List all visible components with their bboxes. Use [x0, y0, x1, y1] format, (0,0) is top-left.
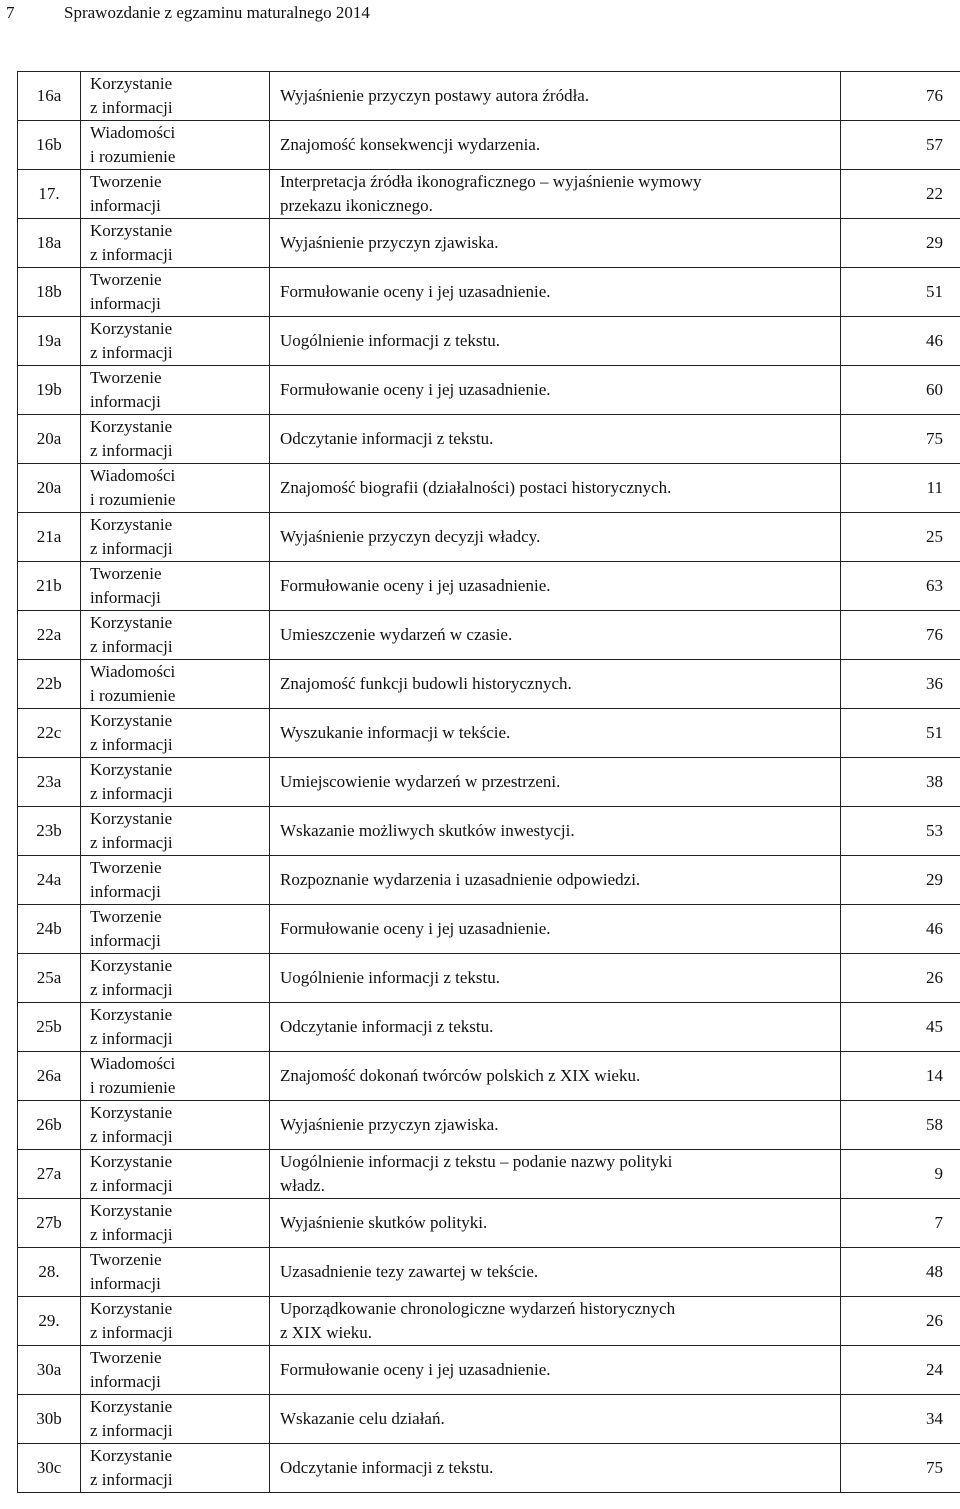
skill-area-cell	[81, 464, 270, 513]
ease-index-cell: 38	[841, 758, 960, 807]
skill-description-line: Formułowanie oceny i jej uzasadnienie.	[280, 1360, 551, 1379]
task-number-cell: 29.	[18, 1297, 81, 1346]
task-number-cell: 24b	[18, 905, 81, 954]
skill-area-cell	[81, 1395, 270, 1444]
skill-area-line: z informacji	[90, 1470, 173, 1489]
skill-description-cell	[270, 1101, 841, 1150]
skill-area-line: z informacji	[90, 637, 173, 656]
ease-index-cell: 36	[841, 660, 960, 709]
skill-description-cell	[270, 1003, 841, 1052]
ease-index-cell: 53	[841, 807, 960, 856]
skill-area-cell	[81, 562, 270, 611]
task-number-cell: 24a	[18, 856, 81, 905]
page-title: Sprawozdanie z egzaminu maturalnego 2014	[64, 3, 370, 22]
task-number-cell: 30c	[18, 1444, 81, 1493]
ease-index-cell: 51	[841, 709, 960, 758]
table-row	[18, 415, 960, 464]
ease-index-cell: 22	[841, 170, 960, 219]
results-table-body	[18, 72, 960, 1493]
skill-area-line: z informacji	[90, 441, 173, 460]
skill-description-cell	[270, 72, 841, 121]
skill-area-line: z informacji	[90, 1127, 173, 1146]
skill-area-cell	[81, 709, 270, 758]
skill-description-line: Znajomość funkcji budowli historycznych.	[280, 674, 572, 693]
skill-area-cell	[81, 1101, 270, 1150]
task-number-cell: 25b	[18, 1003, 81, 1052]
table-row	[18, 709, 960, 758]
task-number-cell: 16a	[18, 72, 81, 121]
skill-area-line: Tworzenie	[90, 564, 162, 583]
skill-description-line: Znajomość biografii (działalności) postaci historycznych.	[280, 478, 672, 497]
skill-area-line: Tworzenie	[90, 907, 162, 926]
table-row	[18, 268, 960, 317]
skill-area-line: Korzystanie	[90, 613, 173, 632]
table-row	[18, 1199, 960, 1248]
skill-description-line: Wyjaśnienie przyczyn decyzji władcy.	[280, 527, 541, 546]
skill-description-line: przekazu ikonicznego.	[280, 196, 433, 215]
skill-description-line: Umieszczenie wydarzeń w czasie.	[280, 625, 513, 644]
skill-area-cell	[81, 1346, 270, 1395]
skill-description-line: Wyszukanie informacji w tekście.	[280, 723, 511, 742]
skill-area-cell	[81, 758, 270, 807]
skill-area-line: z informacji	[90, 784, 173, 803]
skill-area-line: Wiadomości	[90, 123, 176, 142]
skill-description-line: Wyjaśnienie przyczyn zjawiska.	[280, 1115, 499, 1134]
skill-area-line: Korzystanie	[90, 1103, 173, 1122]
skill-description-line: Uporządkowanie chronologiczne wydarzeń historycznych	[280, 1299, 676, 1318]
task-number-cell: 22b	[18, 660, 81, 709]
ease-index-cell: 63	[841, 562, 960, 611]
skill-description-line: władz.	[280, 1176, 325, 1195]
skill-description-line: z XIX wieku.	[280, 1323, 373, 1342]
table-row	[18, 758, 960, 807]
skill-description-line: Wskazanie celu działań.	[280, 1409, 445, 1428]
skill-description-cell	[270, 758, 841, 807]
skill-area-line: z informacji	[90, 98, 173, 117]
ease-index-cell: 75	[841, 415, 960, 464]
skill-area-cell	[81, 121, 270, 170]
table-row	[18, 1101, 960, 1150]
skill-area-line: Korzystanie	[90, 74, 173, 93]
skill-area-cell	[81, 1248, 270, 1297]
skill-area-cell	[81, 1052, 270, 1101]
ease-index-cell: 51	[841, 268, 960, 317]
table-row	[18, 611, 960, 660]
task-number-cell: 19b	[18, 366, 81, 415]
skill-area-line: i rozumienie	[90, 686, 176, 705]
table-row	[18, 660, 960, 709]
ease-index-cell: 58	[841, 1101, 960, 1150]
skill-area-cell	[81, 317, 270, 366]
skill-description-line: Znajomość konsekwencji wydarzenia.	[280, 135, 541, 154]
skill-description-line: Formułowanie oceny i jej uzasadnienie.	[280, 282, 551, 301]
skill-area-line: z informacji	[90, 980, 173, 999]
skill-area-line: Korzystanie	[90, 760, 173, 779]
skill-description-cell	[270, 268, 841, 317]
skill-area-cell	[81, 954, 270, 1003]
skill-area-cell	[81, 170, 270, 219]
task-number-cell: 22a	[18, 611, 81, 660]
skill-description-line: Wyjaśnienie skutków polityki.	[280, 1213, 488, 1232]
skill-area-line: Korzystanie	[90, 1005, 173, 1024]
skill-area-cell	[81, 1150, 270, 1199]
ease-index-cell: 24	[841, 1346, 960, 1395]
skill-area-line: Korzystanie	[90, 956, 173, 975]
skill-description-cell	[270, 905, 841, 954]
task-number-cell: 27b	[18, 1199, 81, 1248]
table-row	[18, 72, 960, 121]
table-row	[18, 121, 960, 170]
skill-area-line: z informacji	[90, 1421, 173, 1440]
skill-area-line: z informacji	[90, 1029, 173, 1048]
ease-index-cell: 76	[841, 72, 960, 121]
skill-area-cell	[81, 856, 270, 905]
skill-description-cell	[270, 1346, 841, 1395]
skill-area-line: Korzystanie	[90, 1201, 173, 1220]
skill-area-line: Wiadomości	[90, 466, 176, 485]
skill-description-cell	[270, 1395, 841, 1444]
table-row	[18, 317, 960, 366]
skill-area-cell	[81, 366, 270, 415]
skill-area-line: informacji	[90, 882, 161, 901]
table-row	[18, 1052, 960, 1101]
task-number-cell: 17.	[18, 170, 81, 219]
skill-area-cell	[81, 807, 270, 856]
skill-area-line: z informacji	[90, 1323, 173, 1342]
skill-area-cell	[81, 1444, 270, 1493]
ease-index-cell: 26	[841, 954, 960, 1003]
skill-description-cell	[270, 954, 841, 1003]
skill-area-line: Korzystanie	[90, 319, 173, 338]
task-number-cell: 18a	[18, 219, 81, 268]
skill-area-line: Korzystanie	[90, 1299, 173, 1318]
task-number-cell: 16b	[18, 121, 81, 170]
skill-description-cell	[270, 562, 841, 611]
results-table	[17, 71, 960, 1493]
ease-index-cell: 57	[841, 121, 960, 170]
skill-area-cell	[81, 72, 270, 121]
skill-description-cell	[270, 1444, 841, 1493]
skill-description-cell	[270, 1248, 841, 1297]
skill-area-line: Korzystanie	[90, 515, 173, 534]
skill-description-cell	[270, 415, 841, 464]
table-row	[18, 1248, 960, 1297]
skill-area-line: z informacji	[90, 539, 173, 558]
skill-description-cell	[270, 170, 841, 219]
skill-description-line: Uogólnienie informacji z tekstu.	[280, 968, 500, 987]
ease-index-cell: 29	[841, 219, 960, 268]
skill-description-cell	[270, 219, 841, 268]
ease-index-cell: 34	[841, 1395, 960, 1444]
table-row	[18, 513, 960, 562]
skill-description-cell	[270, 1150, 841, 1199]
skill-description-line: Odczytanie informacji z tekstu.	[280, 1017, 494, 1036]
skill-area-line: Korzystanie	[90, 1397, 173, 1416]
skill-description-line: Uzasadnienie tezy zawartej w tekście.	[280, 1262, 539, 1281]
skill-description-line: Wyjaśnienie przyczyn zjawiska.	[280, 233, 499, 252]
skill-description-line: Uogólnienie informacji z tekstu – podanie nazwy polityki	[280, 1152, 673, 1171]
skill-area-cell	[81, 268, 270, 317]
table-row	[18, 219, 960, 268]
skill-area-line: i rozumienie	[90, 1078, 176, 1097]
task-number-cell: 21b	[18, 562, 81, 611]
ease-index-cell: 11	[841, 464, 960, 513]
ease-index-cell: 45	[841, 1003, 960, 1052]
ease-index-cell: 75	[841, 1444, 960, 1493]
table-row	[18, 1346, 960, 1395]
skill-area-cell	[81, 611, 270, 660]
ease-index-cell: 48	[841, 1248, 960, 1297]
task-number-cell: 18b	[18, 268, 81, 317]
skill-area-line: i rozumienie	[90, 490, 176, 509]
skill-area-line: Tworzenie	[90, 172, 162, 191]
skill-area-line: Tworzenie	[90, 858, 162, 877]
ease-index-cell: 14	[841, 1052, 960, 1101]
skill-area-line: z informacji	[90, 245, 173, 264]
skill-area-line: Korzystanie	[90, 711, 173, 730]
task-number-cell: 30a	[18, 1346, 81, 1395]
ease-index-cell: 9	[841, 1150, 960, 1199]
ease-index-cell: 26	[841, 1297, 960, 1346]
skill-area-line: informacji	[90, 931, 161, 950]
task-number-cell: 20a	[18, 415, 81, 464]
skill-area-line: informacji	[90, 392, 161, 411]
skill-description-line: Interpretacja źródła ikonograficznego – wyjaśnienie wymowy	[280, 172, 702, 191]
task-number-cell: 27a	[18, 1150, 81, 1199]
skill-area-line: informacji	[90, 196, 161, 215]
skill-area-line: Tworzenie	[90, 1348, 162, 1367]
skill-area-line: z informacji	[90, 1176, 173, 1195]
skill-description-cell	[270, 513, 841, 562]
skill-area-line: Korzystanie	[90, 809, 173, 828]
skill-description-line: Wyjaśnienie przyczyn postawy autora źródła.	[280, 86, 590, 105]
skill-description-cell	[270, 1297, 841, 1346]
ease-index-cell: 29	[841, 856, 960, 905]
table-row	[18, 170, 960, 219]
skill-description-line: Formułowanie oceny i jej uzasadnienie.	[280, 919, 551, 938]
task-number-cell: 26a	[18, 1052, 81, 1101]
skill-area-line: Wiadomości	[90, 662, 176, 681]
table-row	[18, 366, 960, 415]
table-row	[18, 1150, 960, 1199]
skill-area-line: informacji	[90, 1372, 161, 1391]
task-number-cell: 30b	[18, 1395, 81, 1444]
skill-description-line: Odczytanie informacji z tekstu.	[280, 429, 494, 448]
page-header	[0, 0, 960, 30]
table-row	[18, 954, 960, 1003]
task-number-cell: 19a	[18, 317, 81, 366]
skill-description-cell	[270, 611, 841, 660]
skill-area-cell	[81, 1297, 270, 1346]
skill-description-line: Uogólnienie informacji z tekstu.	[280, 331, 500, 350]
task-number-cell: 21a	[18, 513, 81, 562]
ease-index-cell: 46	[841, 905, 960, 954]
skill-description-line: Formułowanie oceny i jej uzasadnienie.	[280, 380, 551, 399]
skill-area-line: z informacji	[90, 1225, 173, 1244]
skill-area-line: Tworzenie	[90, 270, 162, 289]
table-row	[18, 464, 960, 513]
skill-description-cell	[270, 807, 841, 856]
skill-area-line: informacji	[90, 1274, 161, 1293]
skill-description-cell	[270, 464, 841, 513]
skill-area-cell	[81, 905, 270, 954]
table-row	[18, 807, 960, 856]
skill-area-line: Wiadomości	[90, 1054, 176, 1073]
skill-description-cell	[270, 1052, 841, 1101]
task-number-cell: 23a	[18, 758, 81, 807]
skill-description-cell	[270, 709, 841, 758]
table-row	[18, 905, 960, 954]
task-number-cell: 26b	[18, 1101, 81, 1150]
skill-description-cell	[270, 660, 841, 709]
skill-area-line: informacji	[90, 588, 161, 607]
table-row	[18, 1003, 960, 1052]
skill-area-cell	[81, 219, 270, 268]
skill-area-cell	[81, 1003, 270, 1052]
ease-index-cell: 25	[841, 513, 960, 562]
skill-description-cell	[270, 1199, 841, 1248]
skill-area-line: i rozumienie	[90, 147, 176, 166]
table-row	[18, 1297, 960, 1346]
skill-description-line: Rozpoznanie wydarzenia i uzasadnienie odpowiedzi.	[280, 870, 641, 889]
table-row	[18, 562, 960, 611]
skill-description-line: Formułowanie oceny i jej uzasadnienie.	[280, 576, 551, 595]
task-number-cell: 25a	[18, 954, 81, 1003]
skill-area-line: Tworzenie	[90, 1250, 162, 1269]
skill-area-line: z informacji	[90, 735, 173, 754]
task-number-cell: 23b	[18, 807, 81, 856]
skill-description-line: Znajomość dokonań twórców polskich z XIX wieku.	[280, 1066, 641, 1085]
table-row	[18, 856, 960, 905]
task-number-cell: 22c	[18, 709, 81, 758]
skill-description-cell	[270, 366, 841, 415]
skill-description-line: Umiejscowienie wydarzeń w przestrzeni.	[280, 772, 561, 791]
skill-area-line: z informacji	[90, 343, 173, 362]
skill-area-cell	[81, 415, 270, 464]
skill-area-cell	[81, 660, 270, 709]
table-row	[18, 1444, 960, 1493]
skill-area-line: informacji	[90, 294, 161, 313]
skill-area-line: z informacji	[90, 833, 173, 852]
skill-description-line: Odczytanie informacji z tekstu.	[280, 1458, 494, 1477]
ease-index-cell: 76	[841, 611, 960, 660]
ease-index-cell: 7	[841, 1199, 960, 1248]
page-number: 7	[6, 3, 15, 22]
skill-description-line: Wskazanie możliwych skutków inwestycji.	[280, 821, 575, 840]
skill-description-cell	[270, 121, 841, 170]
skill-area-cell	[81, 513, 270, 562]
skill-area-line: Korzystanie	[90, 417, 173, 436]
skill-area-cell	[81, 1199, 270, 1248]
ease-index-cell: 60	[841, 366, 960, 415]
skill-description-cell	[270, 856, 841, 905]
skill-description-cell	[270, 317, 841, 366]
task-number-cell: 20a	[18, 464, 81, 513]
task-number-cell: 28.	[18, 1248, 81, 1297]
skill-area-line: Korzystanie	[90, 221, 173, 240]
table-row	[18, 1395, 960, 1444]
skill-area-line: Korzystanie	[90, 1152, 173, 1171]
ease-index-cell: 46	[841, 317, 960, 366]
skill-area-line: Korzystanie	[90, 1446, 173, 1465]
skill-area-line: Tworzenie	[90, 368, 162, 387]
